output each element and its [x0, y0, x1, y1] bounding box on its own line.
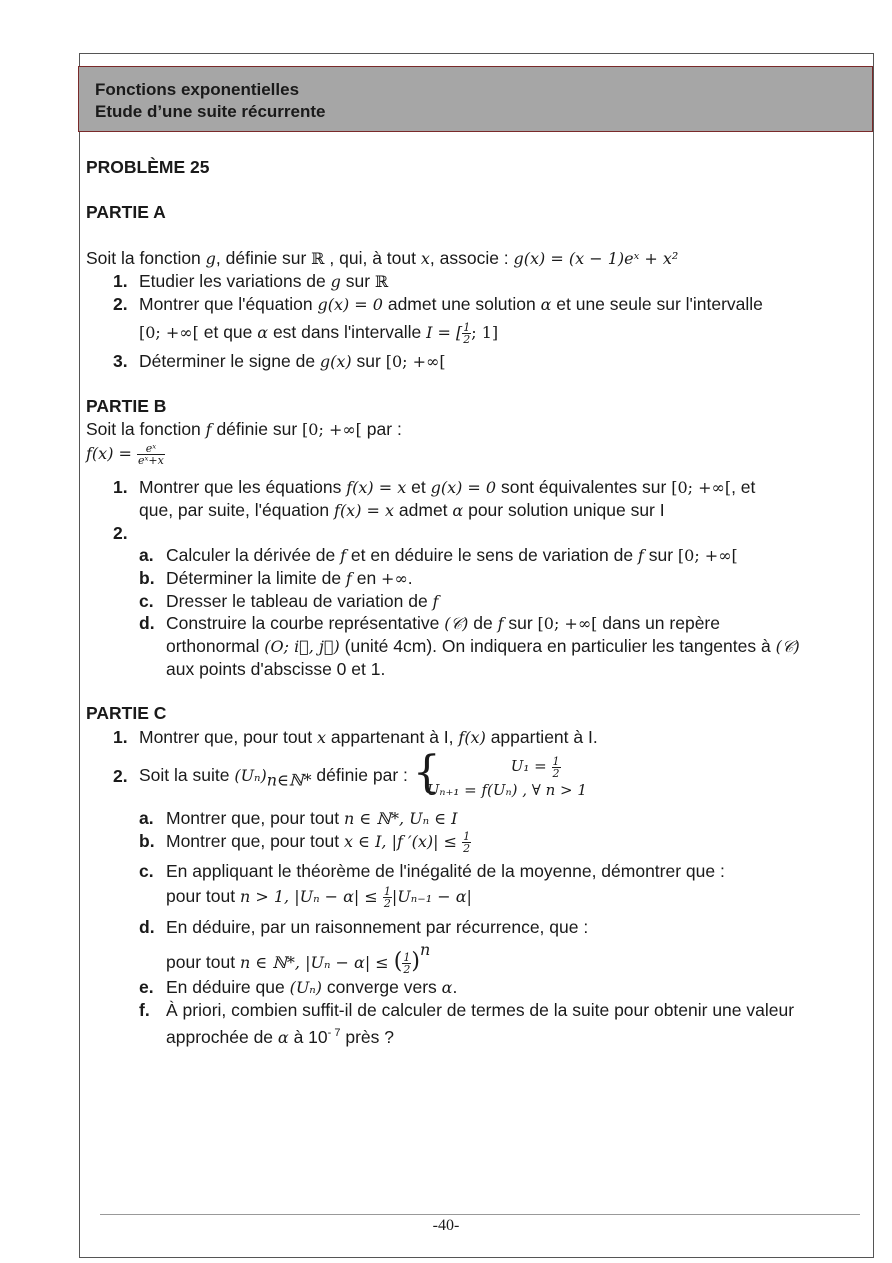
part-a-item-2-line-2: [0; +∞[ et que α est dans l'intervalle I = [ $\frac{1}{2}$ ; 1] [139, 320, 499, 346]
part-b-item-2b: b. Déterminer la limite de f en +∞. [139, 568, 413, 588]
part-c-item-2d-line-2: pour tout n ∈ ℕ*, |Uₙ − α| ≤ ( $\frac{1}{2}$ )$^n$ [166, 940, 431, 976]
part-b-item-2c: c. Dresser le tableau de variation de f [139, 591, 439, 611]
part-a-title: PARTIE A [86, 202, 166, 222]
fraction-half: $\frac{1}{2}$ [463, 320, 471, 346]
recurrence-system: { U₁ = $\frac{1}{2}$ Uₙ₊₁ = f(Uₙ) , ∀ n > 1 [412, 747, 587, 799]
part-a-item-2: 2. Montrer que l'équation g(x) = 0 admet une solution α et une seule sur l'intervalle [113, 294, 763, 314]
part-a-item-1: 1. Etudier les variations de g sur ℝ [113, 271, 389, 291]
part-b-item-2d-line-3: aux points d'abscisse 0 et 1. [166, 659, 386, 679]
part-c-item-2f-line-2: approchée de α à $10^{- 7}$ près ? [166, 1026, 394, 1047]
part-c-item-1: 1. Montrer que, pour tout x appartenant à I, f(x) appartient à I. [113, 727, 598, 747]
part-a-item-3: 3. Déterminer le signe de g(x) sur [0; +∞[ [113, 351, 446, 371]
header-subtitle: Etude d’une suite récurrente [95, 102, 326, 121]
part-c-title: PARTIE C [86, 703, 167, 723]
part-c-item-2a: a. Montrer que, pour tout n ∈ ℕ*, Uₙ ∈ I [139, 808, 458, 828]
part-b-item-2d: d. Construire la courbe représentative (𝒞) de f sur [0; +∞[ dans un repère [139, 613, 720, 633]
part-c-item-2b: b. Montrer que, pour tout x ∈ I, |f ′(x)| ≤ $\frac{1}{2}$ [139, 829, 471, 855]
part-a-intro: Soit la fonction g, définie sur ℝ , qui, à tout x, associe : g(x) = (x − 1)eˣ + x² [86, 248, 679, 268]
part-b-intro: Soit la fonction f définie sur [0; +∞[ par : [86, 419, 402, 439]
footer-divider [100, 1214, 860, 1215]
function-f-definition: f(x) = $\frac{\text{eˣ}}{\text{eˣ+x}}$ [86, 441, 164, 467]
part-c-item-2e: e. En déduire que (Uₙ) converge vers α. [139, 977, 458, 997]
header-title: Fonctions exponentielles [95, 80, 300, 99]
part-b-title: PARTIE B [86, 396, 167, 416]
problem-title: PROBLÈME 25 [86, 157, 210, 177]
page-number: -40- [432, 1217, 460, 1234]
part-b-item-1: 1. Montrer que les équations f(x) = x et g(x) = 0 sont équivalentes sur [0; +∞[, et [113, 477, 756, 497]
part-c-item-2c-line-2: pour tout n > 1, |Uₙ − α| ≤ $\frac{1}{2}$ |Uₙ₋₁ − α| [166, 884, 472, 910]
part-c-item-2: 2. Soit la suite $(U_n)_{n\in ℕ*}$ définie par : { U₁ = $\frac{1}{2}$ Uₙ₊₁ = f(Uₙ) , ∀ n > 1 [113, 747, 587, 799]
chapter-header [78, 66, 873, 132]
part-c-item-2d: d. En déduire, par un raisonnement par récurrence, que : [139, 917, 589, 937]
fraction-f: $\frac{\text{eˣ}}{\text{eˣ+x}}$ [138, 441, 164, 467]
part-b-item-2a: a. Calculer la dérivée de f et en déduire le sens de variation de f sur [0; +∞[ [139, 545, 738, 565]
part-b-item-2d-line-2: orthonormal (O; i⃗, j⃗) (unité 4cm). On indiquera en particulier les tangentes à (𝒞) [166, 636, 800, 656]
part-c-item-2f: f. À priori, combien suffit-il de calculer de termes de la suite pour obtenir une valeur [139, 1000, 795, 1020]
part-b-item-1-line-2: que, par suite, l'équation f(x) = x admet α pour solution unique sur I [139, 500, 665, 520]
part-c-item-2c: c. En appliquant le théorème de l'inégalité de la moyenne, démontrer que : [139, 861, 725, 881]
